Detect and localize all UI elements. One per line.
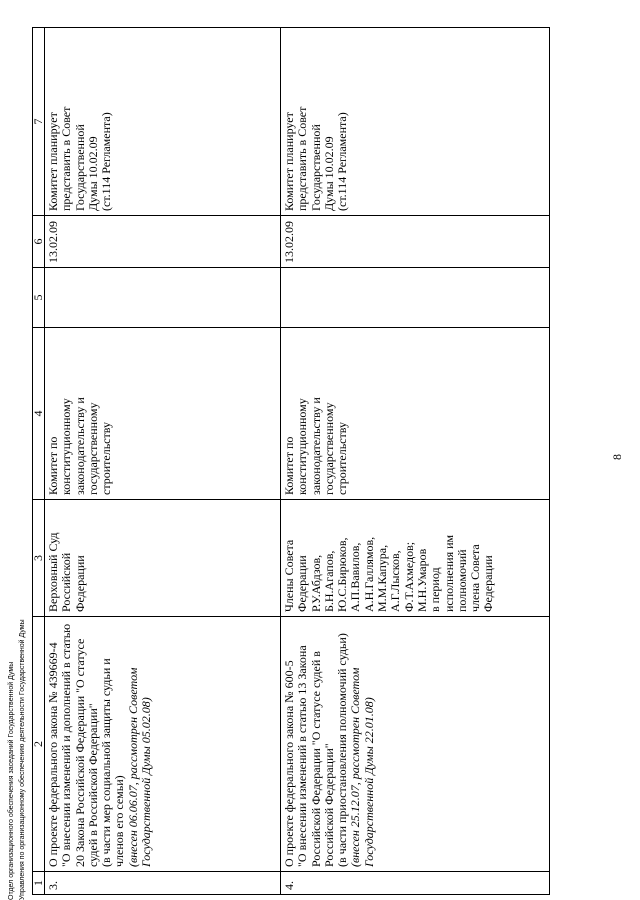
description-line: Российской Федерации "О статусе судей в: [308, 651, 323, 867]
bill-description: [45, 617, 281, 872]
footer-line: Управления по организационному обеспечению деятельности Государственной Думы: [19, 619, 26, 900]
column-5-cell: [281, 268, 550, 328]
row-number: 3.: [45, 872, 281, 895]
initiator-line: Федерации: [481, 555, 496, 612]
committee-line: Комитет по: [46, 436, 60, 495]
initiator-line: в период: [428, 567, 443, 612]
description-line: "О внесении изменений в статью 13 Закона: [295, 645, 310, 867]
initiator-line: полномочий: [454, 549, 469, 612]
committee-line: законодательству и: [72, 397, 87, 495]
description-line: Государственной Думы 05.02.08): [139, 697, 154, 867]
column-header: 7: [33, 28, 45, 216]
committee-line: государственному: [85, 402, 100, 495]
committee-line: конституционному: [59, 398, 74, 495]
initiator-line: исполнения им: [441, 534, 456, 612]
initiator-line: Федерации: [295, 555, 310, 612]
description-line: судей в Российской Федерации": [85, 703, 100, 867]
table-row: [281, 28, 550, 895]
note-cell: [45, 28, 281, 216]
table-row: [45, 28, 281, 895]
description-line: Государственной Думы 22.01.08): [361, 697, 376, 867]
date-cell: 13.02.09: [281, 216, 550, 268]
initiator-line: М.М.Капура,: [375, 544, 390, 612]
legislation-table: [32, 27, 550, 895]
responsible-committee: [281, 328, 550, 500]
initiator-line: Члены Совета: [282, 539, 296, 612]
note-line: (ст.114 Регламента): [335, 112, 350, 211]
committee-line: строительству: [99, 422, 114, 495]
description-line: "О внесении изменений и дополнений в статью: [59, 623, 74, 867]
note-line: (ст.114 Регламента): [99, 112, 114, 211]
note-cell: [281, 28, 550, 216]
description-line: (в части мер социальной защиты судьи и: [99, 658, 114, 867]
column-5-cell: [45, 268, 281, 328]
description-line: О проекте федерального закона № 439669-4: [46, 642, 60, 867]
initiator-line: Ф.Т.Ахмедов;: [401, 541, 416, 612]
bill-description: [281, 617, 550, 872]
footer-line: Отдел организационного обеспечения заседаний Государственной Думы: [8, 661, 15, 900]
initiator-line: Б.Н.Агапов,: [321, 550, 336, 612]
bill-initiator: [281, 500, 550, 617]
page-number: 8: [610, 454, 624, 460]
note-line: представить в Совет: [295, 106, 310, 211]
committee-line: законодательству и: [308, 397, 323, 495]
document-footer: [6, 619, 28, 900]
description-line: 20 Закона Российской Федерации "О статусе: [72, 638, 87, 867]
initiator-line: Верховный Суд: [46, 532, 60, 612]
description-line: членов его семьи): [112, 775, 127, 867]
responsible-committee: [45, 328, 281, 500]
column-header: 3: [33, 500, 45, 617]
column-header: 2: [33, 617, 45, 872]
note-line: Государственной: [72, 124, 87, 211]
column-header: 1: [33, 872, 45, 895]
note-line: представить в Совет: [59, 106, 74, 211]
committee-line: Комитет по: [282, 436, 296, 495]
bill-initiator: [45, 500, 281, 617]
initiator-line: Ю.С.Бирюков,: [335, 537, 350, 612]
description-line: (внесен 06.06.07, рассмотрен Советом: [125, 667, 140, 867]
committee-line: конституционному: [295, 398, 310, 495]
note-line: Комитет планирует: [282, 112, 296, 211]
column-header: 4: [33, 328, 45, 500]
initiator-line: А.Н.Галлямов,: [361, 536, 376, 612]
initiator-line: М.Н.Умаров: [414, 548, 429, 612]
initiator-line: Федерации: [72, 555, 87, 612]
note-line: Думы 10.02.09: [321, 136, 336, 211]
initiator-line: Российской: [59, 552, 74, 612]
description-line: О проекте федерального закона № 600-5: [282, 660, 296, 867]
description-line: (внесен 25.12.07, рассмотрен Советом: [348, 667, 363, 867]
initiator-line: А.П.Вавилов,: [348, 542, 363, 612]
column-header: 5: [33, 268, 45, 328]
committee-line: государственному: [321, 402, 336, 495]
initiator-line: Р.У.Абдзов,: [308, 554, 323, 612]
note-line: Комитет планирует: [46, 112, 60, 211]
committee-line: строительству: [335, 422, 350, 495]
column-header: 6: [33, 216, 45, 268]
column-number-header: [33, 28, 45, 895]
initiator-line: А.Г.Лысков,: [388, 550, 403, 612]
description-line: (в части приостановления полномочий судьи): [335, 633, 350, 867]
note-line: Думы 10.02.09: [85, 136, 100, 211]
initiator-line: члена Совета: [468, 544, 483, 612]
row-number: 4.: [281, 872, 550, 895]
description-line: Российской Федерации": [321, 743, 336, 867]
note-line: Государственной: [308, 124, 323, 211]
date-cell: 13.02.09: [45, 216, 281, 268]
